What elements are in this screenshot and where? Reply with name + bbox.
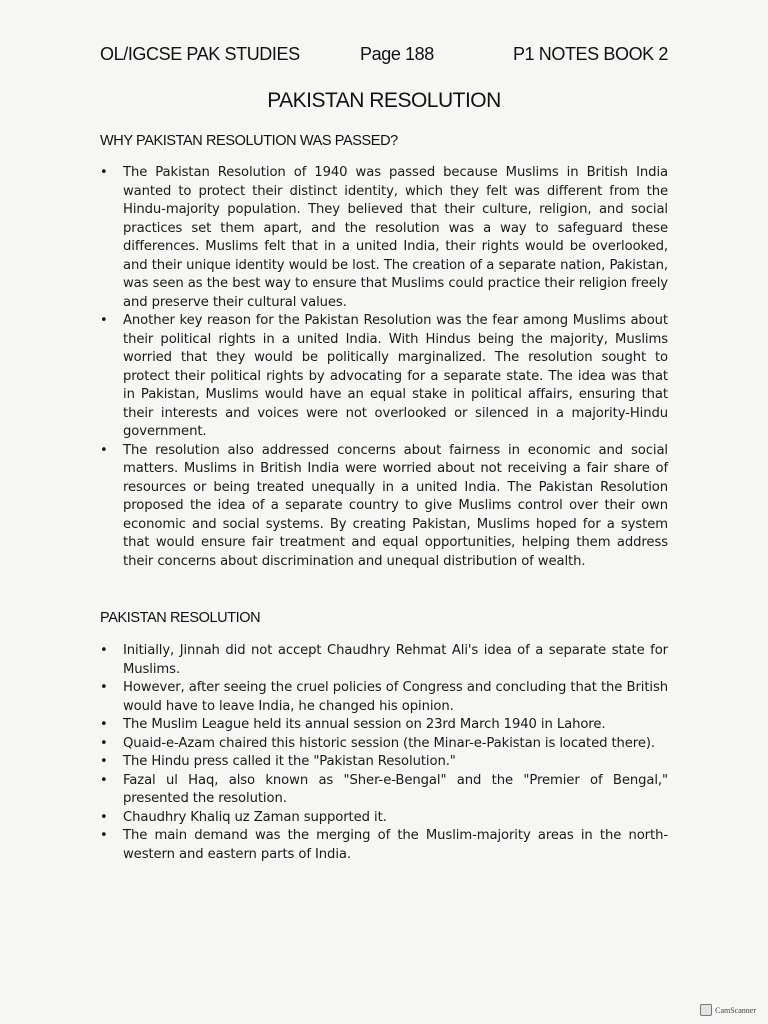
list-item-text: Another key reason for the Pakistan Resolution was the fear among Muslims about their political rights in a united India. With Hindus being the majority, Muslims worried that they would be politically marginalized. The resolution sought to protect their political rights by advocating for a separate state. The idea was that in Pakistan, Muslims would have an equal stake in political affairs, ensuring that their interests and voices were not overlooked or silenced in a majority-Hindu government. — [123, 313, 668, 439]
list-item-text: The Hindu press called it the "Pakistan Resolution." — [123, 754, 456, 769]
bullet-icon: • — [100, 680, 108, 695]
scanner-watermark-text: CamScanner — [715, 1005, 756, 1015]
bullet-icon: • — [100, 717, 108, 732]
list-item — [100, 809, 668, 828]
page-title: PAKISTAN RESOLUTION — [267, 89, 501, 112]
bullet-icon: • — [100, 735, 108, 751]
list-item — [100, 164, 668, 312]
list-item-text: The Muslim League held its annual session on 23rd March 1940 in Lahore. — [123, 717, 606, 732]
list-item — [100, 772, 668, 809]
bullet-icon: • — [100, 809, 108, 825]
section-heading-pakistan-resolution: PAKISTAN RESOLUTION — [100, 610, 261, 626]
resolution-facts-list — [100, 642, 668, 864]
bullet-icon: • — [100, 165, 108, 180]
list-item-text: The resolution also addressed concerns about fairness in economic and social matters. Muslims in British India were worried about not receiving a fair share of resources or being treated unequally in a united India. The Pakistan Resolution proposed the idea of a separate country to give Muslims control over their own economic and social systems. By creating Pakistan, Muslims hoped for a system that would ensure fair treatment and equal opportunities, helping them address their concerns about discrimination and unequal distribution of wealth. — [123, 442, 668, 569]
list-item — [100, 312, 668, 442]
list-item-text: The main demand was the merging of the Muslim-majority areas in the north-western and eastern parts of India. — [123, 828, 668, 862]
list-item — [100, 753, 668, 772]
list-item-text: Initially, Jinnah did not accept Chaudhry Rehmat Ali's idea of a separate state for Muslims. — [123, 643, 668, 677]
list-item-text: Chaudhry Khaliq uz Zaman supported it. — [123, 809, 387, 825]
bullet-icon: • — [100, 772, 108, 788]
list-item — [100, 827, 668, 864]
list-item — [100, 642, 668, 679]
page-header — [100, 44, 668, 68]
camscanner-logo-icon — [700, 1004, 712, 1016]
section-heading-why-passed: WHY PAKISTAN RESOLUTION WAS PASSED? — [100, 133, 398, 149]
bullet-icon: • — [100, 754, 108, 769]
bullet-icon: • — [100, 828, 108, 843]
list-item — [100, 716, 668, 735]
list-item-text: Fazal ul Haq, also known as "Sher-e-Bengal" and the "Premier of Bengal," presented the resolution. — [123, 772, 668, 806]
list-item-text: However, after seeing the cruel policies of Congress and concluding that the British would have to leave India, he changed his opinion. — [123, 680, 668, 714]
bullet-icon: • — [100, 643, 108, 658]
list-item-text: Quaid-e-Azam chaired this historic session (the Minar-e-Pakistan is located there). — [123, 735, 655, 751]
list-item — [100, 735, 668, 754]
scanner-watermark — [700, 1004, 756, 1016]
list-item-text: The Pakistan Resolution of 1940 was passed because Muslims in British India wanted to protect their distinct identity, which they felt was different from the Hindu-majority population. They believed that their culture, religion, and social practices set them apart, and the resolution was a way to safeguard these differences. Muslims felt that in a united India, their rights would be overlooked, and their unique identity would be lost. The creation of a separate nation, Pakistan, was seen as the best way to ensure that Muslims could practice their religion freely and preserve their cultural values. — [123, 165, 668, 310]
list-item — [100, 442, 668, 572]
header-page-number: Page 188 — [360, 44, 434, 64]
why-passed-list — [100, 164, 668, 571]
header-course-title: OL/IGCSE PAK STUDIES — [100, 44, 300, 64]
list-item — [100, 679, 668, 716]
bullet-icon: • — [100, 313, 108, 328]
bullet-icon: • — [100, 442, 108, 458]
header-book-title: P1 NOTES BOOK 2 — [512, 44, 668, 64]
